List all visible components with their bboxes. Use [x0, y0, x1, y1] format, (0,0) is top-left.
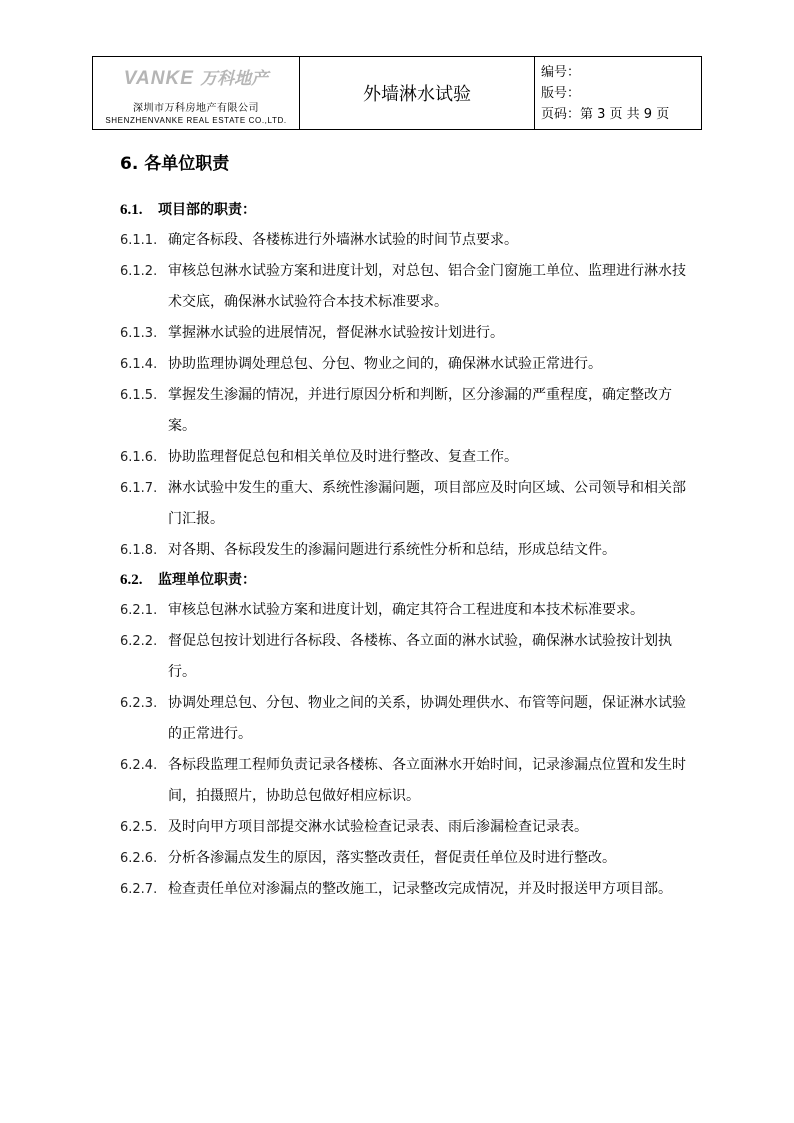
list-item	[120, 256, 690, 318]
document-title: 外墙淋水试验	[300, 57, 535, 130]
item-number: 6.1.8.	[120, 543, 158, 558]
list-item	[120, 318, 690, 349]
list-item	[120, 750, 690, 812]
item-number: 6.2.1.	[120, 603, 158, 618]
item-text: 淋水试验中发生的重大、系统性渗漏问题，项目部应及时向区域、公司领导和相关部门汇报。	[168, 480, 686, 527]
item-text: 掌握发生渗漏的情况，并进行原因分析和判断，区分渗漏的严重程度，确定整改方案。	[168, 387, 672, 434]
subsection-label: 监理单位职责：	[158, 572, 256, 588]
list-item	[120, 595, 690, 626]
item-text: 各标段监理工程师负责记录各楼栋、各立面淋水开始时间，记录渗漏点位置和发生时间，拍摄照片，协助总包做好相应标识。	[168, 757, 686, 804]
document-meta	[535, 57, 702, 130]
item-text: 审核总包淋水试验方案和进度计划，对总包、铝合金门窗施工单位、监理进行淋水技术交底，确保淋水试验符合本技术标准要求。	[168, 263, 686, 310]
item-text: 督促总包按计划进行各标段、各楼栋、各立面的淋水试验，确保淋水试验按计划执行。	[168, 633, 672, 680]
list-item	[120, 349, 690, 380]
list-item	[120, 535, 690, 566]
item-number: 6.1.3.	[120, 326, 158, 341]
item-number: 6.2.3.	[120, 696, 158, 711]
item-number: 6.2.7.	[120, 882, 158, 897]
page-label: 页码：第 3 页 共 9 页	[541, 106, 670, 122]
item-number: 6.1.4.	[120, 357, 158, 372]
version-label: 版号：	[541, 85, 581, 101]
item-text: 协助监理督促总包和相关单位及时进行整改、复查工作。	[168, 449, 518, 465]
list-item	[120, 442, 690, 473]
list-item	[120, 874, 690, 905]
item-number: 6.1.1.	[120, 233, 158, 248]
item-text: 协调处理总包、分包、物业之间的关系，协调处理供水、布管等问题，保证淋水试验的正常进行。	[168, 695, 686, 742]
subsection-number: 6.2.	[120, 572, 143, 588]
company-name-en: SHENZHENVANKE REAL ESTATE CO.,LTD.	[105, 115, 287, 125]
item-text: 协助监理协调处理总包、分包、物业之间的，确保淋水试验正常进行。	[168, 356, 602, 372]
subsection-title	[120, 196, 690, 225]
subsection-label: 项目部的职责：	[158, 202, 256, 218]
number-label: 编号：	[541, 64, 581, 80]
list-item	[120, 473, 690, 535]
item-number: 6.1.6.	[120, 450, 158, 465]
list-item	[120, 626, 690, 688]
company-name-cn: 深圳市万科房地产有限公司	[133, 102, 259, 114]
item-number: 6.1.2.	[120, 264, 158, 279]
item-text: 掌握淋水试验的进展情况，督促淋水试验按计划进行。	[168, 325, 504, 341]
subsection-number: 6.1.	[120, 202, 143, 218]
list-item	[120, 843, 690, 874]
item-text: 确定各标段、各楼栋进行外墙淋水试验的时间节点要求。	[168, 232, 518, 248]
item-number: 6.2.6.	[120, 851, 158, 866]
item-number: 6.2.5.	[120, 820, 158, 835]
list-item	[120, 812, 690, 843]
document-header	[92, 56, 702, 130]
item-number: 6.1.7.	[120, 481, 158, 496]
logo-cell	[93, 57, 300, 130]
list-item	[120, 688, 690, 750]
vanke-logo: VANKE 万科地产	[123, 67, 269, 89]
document-body	[120, 150, 690, 905]
subsection-list	[120, 196, 690, 905]
item-text: 检查责任单位对渗漏点的整改施工，记录整改完成情况，并及时报送甲方项目部。	[168, 881, 672, 897]
item-number: 6.2.4.	[120, 758, 158, 773]
item-number: 6.1.5.	[120, 388, 158, 403]
list-item	[120, 380, 690, 442]
item-text: 对各期、各标段发生的渗漏问题进行系统性分析和总结，形成总结文件。	[168, 542, 616, 558]
list-item	[120, 225, 690, 256]
item-text: 分析各渗漏点发生的原因，落实整改责任，督促责任单位及时进行整改。	[168, 850, 616, 866]
subsection-title	[120, 566, 690, 595]
section-title: 6. 各单位职责	[120, 154, 230, 174]
item-number: 6.2.2.	[120, 634, 158, 649]
item-text: 审核总包淋水试验方案和进度计划，确定其符合工程进度和本技术标准要求。	[168, 602, 644, 618]
item-text: 及时向甲方项目部提交淋水试验检查记录表、雨后渗漏检查记录表。	[168, 819, 588, 835]
